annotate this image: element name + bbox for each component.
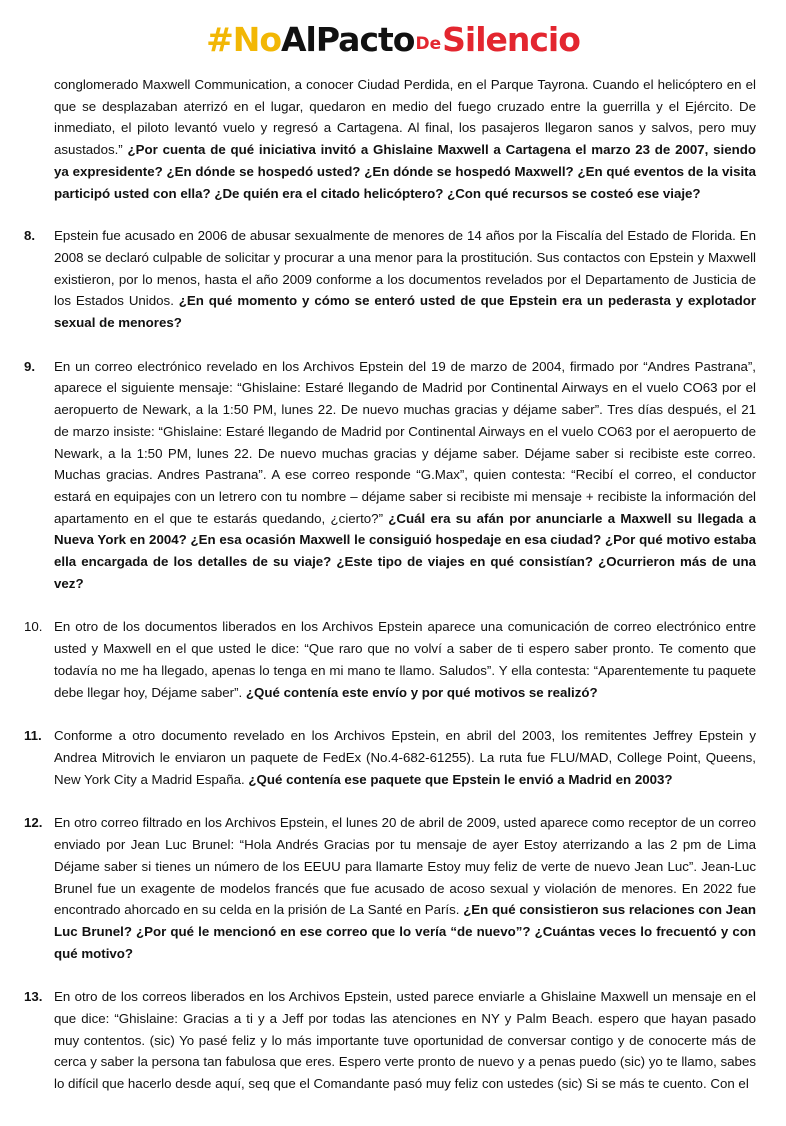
campaign-logo-header	[0, 18, 786, 66]
paragraph-text: En otro correo filtrado en los Archivos Epstein, el lunes 20 de abril de 2009, usted aparece como receptor de un correo enviado por Jean Luc Brunel: “Hola Andrés Gracias por tu mensaje de ayer Estoy aterrizando a las 2 pm de Lima Déjame saber si tienes un número de los EEUU para llamarte Estoy muy feliz de verte de nuevo Jean Luc”. Jean-Luc Brunel fue un exagente de modelos francés que fue acusado de acoso sexual y violación de menores. En 2022 fue encontrado ahorcado en su celda en la prisión de La Santé en París.	[54, 815, 756, 918]
paragraph-text: Conforme a otro documento revelado en los Archivos Epstein, en abril del 2003, los remitentes Jeffrey Epstein y Andrea Mitrovich le enviaron un paquete de FedEx (No.4-682-61255). La ruta fue FLU/MAD, College Point, Queens, New York City a Madrid España.	[54, 728, 756, 787]
item-number: 12.	[24, 815, 43, 831]
paragraph-questions: ¿Cuál era su afán por anunciarle a Maxwell su llegada a Nueva York en 2004? ¿En esa ocasión Maxwell le consiguió hospedaje en esa ciudad? ¿Por qué motivo estaba ella encargada de los detalles de su viaje? ¿Este tipo de viajes en qué consistían? ¿Ocurrieron más de una vez?	[54, 510, 756, 591]
paragraph-item-13	[24, 986, 756, 1095]
paragraph-text: En otro de los correos liberados en los Archivos Epstein, usted parece enviarle a Ghislaine Maxwell un mensaje en el que dice: “Ghislaine: Gracias a ti y a Jeff por todas las atenciones en NY y Palm Beach. espero que hayan pasado muy contentos. (sic) Yo pasé feliz y lo más importante tuve oportunidad de conversar contigo y de conocerte más de cerca y saber la persona tan fabulosa que eres. Espero verte pronto de nuevo y a penas puedo (sic) yo te llamo, sabes lo difícil que hacerlo desde aquí, seq que el Comandante pasó muy feliz con ustedes (sic) Si se más te cuento. Con el	[54, 989, 756, 1092]
paragraph-text: En un correo electrónico revelado en los Archivos Epstein del 19 de marzo de 2004, firmado por “Andres Pastrana”, aparece el siguiente mensaje: “Ghislaine: Estaré llegando de Madrid por Continental Airways en el vuelo CO63 por el aeropuerto de Newark, a la 1:50 PM, lunes 22. De nuevo muchas gracias y déjame saber”. Tres días después, el 21 de marzo insiste: “Ghislaine: Estaré llegando de Madrid por Continental Airways en el vuelo CO63 por el aeropuerto de Newark, a la 1:50 PM, lunes 22. De nuevo muchas gracias y déjame saber. Déjame saber si recibiste este correo. Muchas gracias. Andres Pastrana”. A ese correo responde “G.Max”, quien contesta: “Recibí el correo, el conductor estará en equipajes con un letrero con tu nombre – déjame saber si recibiste mi mensaje + recibiste la información del apartamento en el que te estarás quedando, ¿cierto?”	[54, 358, 756, 526]
paragraph-text: conglomerado Maxwell Communication, a conocer Ciudad Perdida, en el Parque Tayrona. Cuando el helicóptero en el que se desplazaban aterrizó en el lugar, quedaron en medio del fuego cruzado entre la guerrilla y el Ejército. De inmediato, el piloto levantó vuelo y regresó a Cartagena. Al final, los pasajeros llegaron sanos y salvos, pero muy asustados.”	[54, 77, 756, 158]
paragraph-item-10	[24, 616, 756, 703]
hashtag-symbol: #	[206, 20, 233, 59]
paragraph-text: Epstein fue acusado en 2006 de abusar sexualmente de menores de 14 años por la Fiscalía del Estado de Florida. En 2008 se declaró culpable de solicitar y procurar a una menor para la prostitución. Sus contactos con Epstein y Maxwell existieron, por lo menos, hasta el año 2009 conforme a los documentos revelados por el Departamento de Justicia de los Estados Unidos.	[54, 228, 756, 309]
paragraph-item-9	[24, 356, 756, 595]
logo-word-pacto: Pacto	[315, 20, 415, 59]
paragraph-item-11	[24, 725, 756, 790]
item-number: 8.	[24, 228, 36, 244]
paragraph-questions: ¿Qué contenía ese paquete que Epstein le envió a Madrid en 2003?	[248, 771, 673, 787]
paragraph-text: En otro de los documentos liberados en los Archivos Epstein aparece una comunicación de correo electrónico entre usted y Maxwell en el que usted le dice: “Que raro que no volví a saber de ti espero saber pronto. Te comento que todavía no me ha llegado, apenas lo tenga en mi mano te llamo. Saludos”. Y ella contesta: “Aparentemente tu paquete debe llegar hoy, Déjame saber”.	[54, 619, 756, 700]
logo-word-al: Al	[281, 20, 316, 59]
paragraph-item-7-continued	[24, 74, 756, 204]
paragraph-questions: ¿En qué momento y cómo se enteró usted de que Epstein era un pederasta y explotador sexual de menores?	[54, 293, 756, 331]
paragraph-questions: ¿En qué consistieron sus relaciones con Jean Luc Brunel? ¿Por qué le mencionó en ese correo que lo vería “de nuevo”? ¿Cuántas veces lo frecuentó y con qué motivo?	[54, 902, 756, 961]
item-number: 13.	[24, 989, 43, 1005]
logo-word-no: No	[232, 20, 282, 59]
item-number: 9.	[24, 358, 36, 374]
paragraph-questions: ¿Por cuenta de qué iniciativa invitó a Ghislaine Maxwell a Cartagena el marzo 23 de 2007, siendo ya expresidente? ¿En dónde se hospedó usted? ¿En dónde se hospedó Maxwell? ¿En qué eventos de la visita participó usted con ella? ¿De quién era el citado helicóptero? ¿Con qué recursos se costeó ese viaje?	[54, 142, 756, 201]
item-number: 11.	[24, 728, 42, 744]
logo-word-silencio: Silencio	[442, 20, 580, 59]
paragraph-questions: ¿Qué contenía este envío y por qué motivos se realizó?	[245, 684, 598, 700]
item-number: 10.	[24, 619, 43, 635]
paragraph-item-8	[24, 225, 756, 334]
document-body	[24, 74, 756, 1117]
paragraph-item-12	[24, 812, 756, 964]
logo-word-de: De	[415, 34, 442, 54]
